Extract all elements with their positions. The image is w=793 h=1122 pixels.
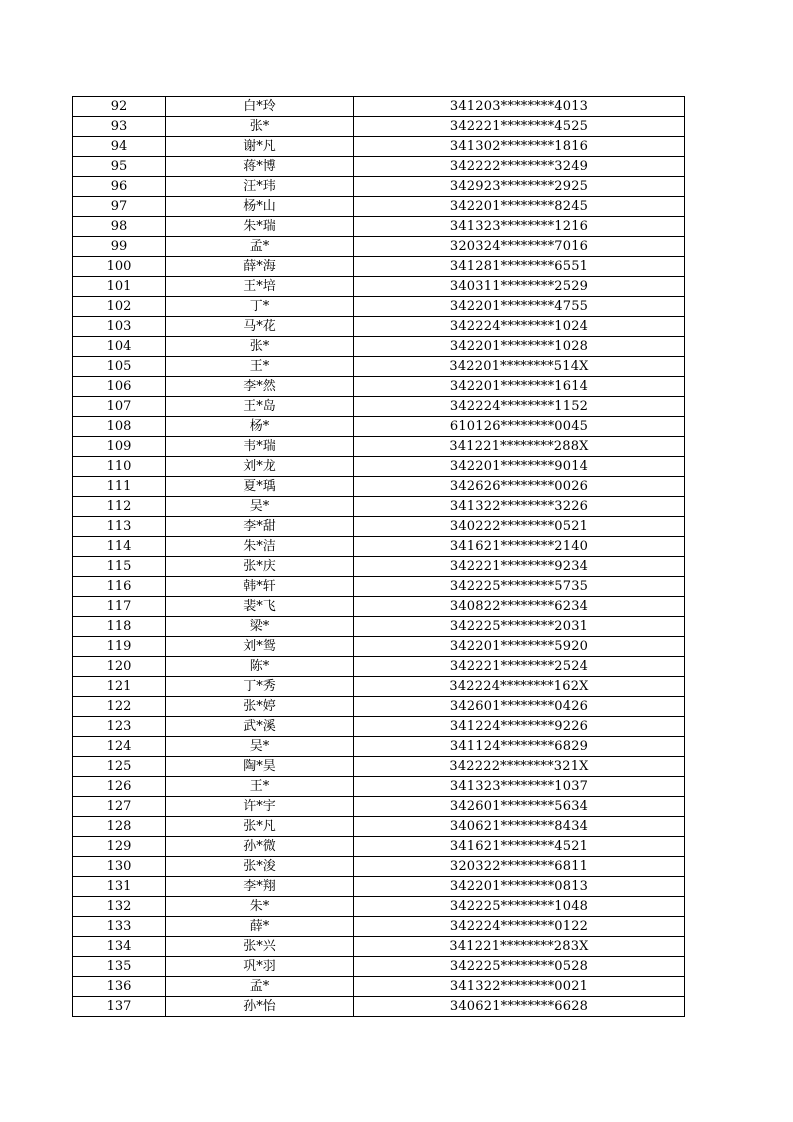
table-row <box>73 577 685 597</box>
row-number-cell: 128 <box>73 817 166 837</box>
table-row <box>73 157 685 177</box>
row-number-cell: 116 <box>73 577 166 597</box>
table-row <box>73 857 685 877</box>
masked-name-cell: 吴* <box>166 737 354 757</box>
masked-name-cell: 武*溪 <box>166 717 354 737</box>
table-row <box>73 777 685 797</box>
table-row <box>73 737 685 757</box>
masked-id-number-cell: 341322********3226 <box>354 497 685 517</box>
masked-id-number-cell: 320322********6811 <box>354 857 685 877</box>
table-row <box>73 237 685 257</box>
masked-name-cell: 王*岛 <box>166 397 354 417</box>
masked-name-cell: 张*婷 <box>166 697 354 717</box>
masked-name-cell: 李*然 <box>166 377 354 397</box>
table-row <box>73 297 685 317</box>
row-number-cell: 114 <box>73 537 166 557</box>
masked-name-cell: 李*甜 <box>166 517 354 537</box>
table-row <box>73 677 685 697</box>
roster-table <box>72 96 685 1017</box>
masked-id-number-cell: 342601********0426 <box>354 697 685 717</box>
masked-name-cell: 韩*轩 <box>166 577 354 597</box>
row-number-cell: 123 <box>73 717 166 737</box>
masked-name-cell: 巩*羽 <box>166 957 354 977</box>
row-number-cell: 103 <box>73 317 166 337</box>
row-number-cell: 118 <box>73 617 166 637</box>
masked-name-cell: 杨* <box>166 417 354 437</box>
masked-id-number-cell: 342201********9014 <box>354 457 685 477</box>
masked-id-number-cell: 341224********9226 <box>354 717 685 737</box>
masked-id-number-cell: 341221********288X <box>354 437 685 457</box>
row-number-cell: 119 <box>73 637 166 657</box>
row-number-cell: 132 <box>73 897 166 917</box>
table-row <box>73 717 685 737</box>
masked-name-cell: 吴* <box>166 497 354 517</box>
masked-name-cell: 张*庆 <box>166 557 354 577</box>
masked-id-number-cell: 342201********8245 <box>354 197 685 217</box>
row-number-cell: 101 <box>73 277 166 297</box>
masked-name-cell: 汪*玮 <box>166 177 354 197</box>
table-row <box>73 197 685 217</box>
table-row <box>73 377 685 397</box>
masked-name-cell: 薛*海 <box>166 257 354 277</box>
masked-id-number-cell: 341221********283X <box>354 937 685 957</box>
row-number-cell: 136 <box>73 977 166 997</box>
masked-name-cell: 朱*瑞 <box>166 217 354 237</box>
row-number-cell: 106 <box>73 377 166 397</box>
masked-name-cell: 张* <box>166 117 354 137</box>
row-number-cell: 112 <box>73 497 166 517</box>
table-row <box>73 397 685 417</box>
masked-id-number-cell: 342201********514X <box>354 357 685 377</box>
masked-id-number-cell: 341322********0021 <box>354 977 685 997</box>
table-row <box>73 557 685 577</box>
row-number-cell: 129 <box>73 837 166 857</box>
masked-name-cell: 杨*山 <box>166 197 354 217</box>
table-row <box>73 977 685 997</box>
row-number-cell: 135 <box>73 957 166 977</box>
row-number-cell: 99 <box>73 237 166 257</box>
masked-id-number-cell: 342201********0813 <box>354 877 685 897</box>
row-number-cell: 130 <box>73 857 166 877</box>
masked-id-number-cell: 342201********4755 <box>354 297 685 317</box>
masked-id-number-cell: 342225********5735 <box>354 577 685 597</box>
table-row <box>73 957 685 977</box>
row-number-cell: 124 <box>73 737 166 757</box>
table-row <box>73 317 685 337</box>
masked-id-number-cell: 342221********9234 <box>354 557 685 577</box>
table-row <box>73 917 685 937</box>
row-number-cell: 92 <box>73 97 166 117</box>
row-number-cell: 100 <box>73 257 166 277</box>
masked-id-number-cell: 342224********1024 <box>354 317 685 337</box>
masked-name-cell: 谢*凡 <box>166 137 354 157</box>
masked-name-cell: 张* <box>166 337 354 357</box>
masked-id-number-cell: 340222********0521 <box>354 517 685 537</box>
table-row <box>73 477 685 497</box>
row-number-cell: 105 <box>73 357 166 377</box>
masked-name-cell: 丁* <box>166 297 354 317</box>
table-row <box>73 177 685 197</box>
masked-id-number-cell: 340621********6628 <box>354 997 685 1017</box>
masked-name-cell: 张*兴 <box>166 937 354 957</box>
masked-id-number-cell: 342222********3249 <box>354 157 685 177</box>
masked-id-number-cell: 342225********1048 <box>354 897 685 917</box>
masked-name-cell: 白*玲 <box>166 97 354 117</box>
masked-name-cell: 朱* <box>166 897 354 917</box>
table-row <box>73 897 685 917</box>
masked-id-number-cell: 341323********1037 <box>354 777 685 797</box>
table-row <box>73 517 685 537</box>
masked-name-cell: 刘*龙 <box>166 457 354 477</box>
masked-name-cell: 韦*瑞 <box>166 437 354 457</box>
masked-name-cell: 蒋*博 <box>166 157 354 177</box>
masked-id-number-cell: 342224********1152 <box>354 397 685 417</box>
table-row <box>73 757 685 777</box>
table-row <box>73 357 685 377</box>
table-row <box>73 617 685 637</box>
table-row <box>73 537 685 557</box>
row-number-cell: 122 <box>73 697 166 717</box>
row-number-cell: 121 <box>73 677 166 697</box>
masked-id-number-cell: 341323********1216 <box>354 217 685 237</box>
masked-id-number-cell: 342201********1028 <box>354 337 685 357</box>
row-number-cell: 137 <box>73 997 166 1017</box>
masked-name-cell: 丁*秀 <box>166 677 354 697</box>
row-number-cell: 110 <box>73 457 166 477</box>
table-row <box>73 837 685 857</box>
masked-id-number-cell: 342224********0122 <box>354 917 685 937</box>
row-number-cell: 93 <box>73 117 166 137</box>
masked-name-cell: 马*花 <box>166 317 354 337</box>
table-row <box>73 117 685 137</box>
masked-id-number-cell: 342225********0528 <box>354 957 685 977</box>
table-row <box>73 497 685 517</box>
masked-name-cell: 张*凡 <box>166 817 354 837</box>
masked-name-cell: 薛* <box>166 917 354 937</box>
masked-name-cell: 孟* <box>166 977 354 997</box>
masked-id-number-cell: 340621********8434 <box>354 817 685 837</box>
row-number-cell: 117 <box>73 597 166 617</box>
table-row <box>73 457 685 477</box>
masked-id-number-cell: 341281********6551 <box>354 257 685 277</box>
masked-name-cell: 夏*瑀 <box>166 477 354 497</box>
table-row <box>73 217 685 237</box>
masked-id-number-cell: 341124********6829 <box>354 737 685 757</box>
masked-name-cell: 王* <box>166 777 354 797</box>
masked-name-cell: 孙*微 <box>166 837 354 857</box>
row-number-cell: 127 <box>73 797 166 817</box>
masked-id-number-cell: 320324********7016 <box>354 237 685 257</box>
masked-name-cell: 许*宇 <box>166 797 354 817</box>
table-row <box>73 797 685 817</box>
table-row <box>73 937 685 957</box>
masked-name-cell: 裴*飞 <box>166 597 354 617</box>
row-number-cell: 108 <box>73 417 166 437</box>
table-row <box>73 257 685 277</box>
masked-id-number-cell: 342221********4525 <box>354 117 685 137</box>
row-number-cell: 113 <box>73 517 166 537</box>
masked-name-cell: 陶*昊 <box>166 757 354 777</box>
row-number-cell: 94 <box>73 137 166 157</box>
table-row <box>73 817 685 837</box>
masked-name-cell: 孟* <box>166 237 354 257</box>
masked-id-number-cell: 342222********321X <box>354 757 685 777</box>
row-number-cell: 95 <box>73 157 166 177</box>
masked-id-number-cell: 342225********2031 <box>354 617 685 637</box>
masked-name-cell: 朱*洁 <box>166 537 354 557</box>
masked-id-number-cell: 341302********1816 <box>354 137 685 157</box>
masked-id-number-cell: 342221********2524 <box>354 657 685 677</box>
masked-id-number-cell: 342224********162X <box>354 677 685 697</box>
row-number-cell: 109 <box>73 437 166 457</box>
masked-name-cell: 梁* <box>166 617 354 637</box>
row-number-cell: 134 <box>73 937 166 957</box>
masked-name-cell: 李*翔 <box>166 877 354 897</box>
masked-name-cell: 刘*鸳 <box>166 637 354 657</box>
row-number-cell: 104 <box>73 337 166 357</box>
masked-id-number-cell: 342626********0026 <box>354 477 685 497</box>
table-row <box>73 637 685 657</box>
masked-name-cell: 王* <box>166 357 354 377</box>
table-row <box>73 337 685 357</box>
row-number-cell: 98 <box>73 217 166 237</box>
masked-name-cell: 王*培 <box>166 277 354 297</box>
masked-name-cell: 孙*怡 <box>166 997 354 1017</box>
row-number-cell: 107 <box>73 397 166 417</box>
row-number-cell: 125 <box>73 757 166 777</box>
masked-id-number-cell: 340311********2529 <box>354 277 685 297</box>
table-row <box>73 657 685 677</box>
table-row <box>73 877 685 897</box>
roster-body <box>73 97 685 1017</box>
row-number-cell: 120 <box>73 657 166 677</box>
masked-id-number-cell: 342201********5920 <box>354 637 685 657</box>
masked-id-number-cell: 340822********6234 <box>354 597 685 617</box>
table-row <box>73 437 685 457</box>
masked-name-cell: 张*浚 <box>166 857 354 877</box>
table-row <box>73 417 685 437</box>
masked-id-number-cell: 610126********0045 <box>354 417 685 437</box>
table-row <box>73 137 685 157</box>
table-row <box>73 697 685 717</box>
masked-id-number-cell: 342923********2925 <box>354 177 685 197</box>
table-row <box>73 277 685 297</box>
row-number-cell: 96 <box>73 177 166 197</box>
table-row <box>73 597 685 617</box>
row-number-cell: 102 <box>73 297 166 317</box>
row-number-cell: 97 <box>73 197 166 217</box>
row-number-cell: 115 <box>73 557 166 577</box>
row-number-cell: 133 <box>73 917 166 937</box>
masked-name-cell: 陈* <box>166 657 354 677</box>
table-row <box>73 97 685 117</box>
row-number-cell: 131 <box>73 877 166 897</box>
masked-id-number-cell: 342601********5634 <box>354 797 685 817</box>
row-number-cell: 111 <box>73 477 166 497</box>
row-number-cell: 126 <box>73 777 166 797</box>
masked-id-number-cell: 342201********1614 <box>354 377 685 397</box>
table-row <box>73 997 685 1017</box>
masked-id-number-cell: 341621********2140 <box>354 537 685 557</box>
masked-id-number-cell: 341203********4013 <box>354 97 685 117</box>
masked-id-number-cell: 341621********4521 <box>354 837 685 857</box>
